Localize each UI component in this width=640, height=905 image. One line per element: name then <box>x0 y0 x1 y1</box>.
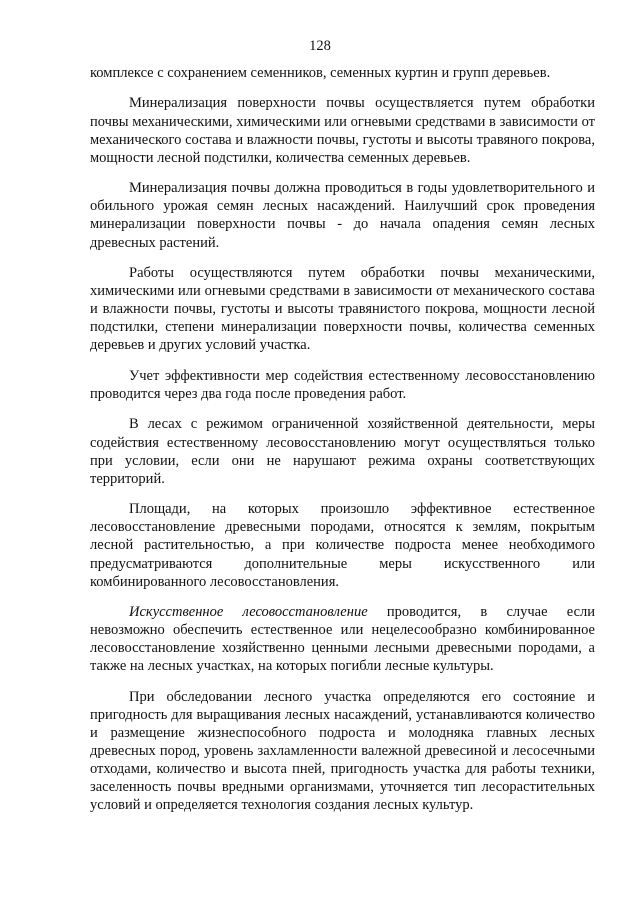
paragraph-restricted-forests: В лесах с режимом ограниченной хозяйственной деятельности, меры содействия естественному лесовосстановлению могут осуществляться только при условии, если они не нарушают режима охраны соответствующих территорий. <box>90 416 595 487</box>
document-body <box>90 64 595 827</box>
paragraph-site-survey: При обследовании лесного участка определяются его состояние и пригодность для выращивания лесных насаждений, устанавливаются количество и размещение жизнеспособного подроста и молодняка главных лесных древесных пород, уровень захламленности валежной древесиной и лесосечными отходами, количество и высота пней, пригодность участка для работы техники, заселенность почвы вредными организмами, уточняется тип лесорастительных условий и определяется технология создания лесных культур. <box>90 688 595 814</box>
paragraph-continuation: комплексе с сохранением семенников, семенных куртин и групп деревьев. <box>90 65 551 81</box>
paragraph-artificial-regeneration <box>90 603 595 675</box>
page-number: 128 <box>309 38 331 54</box>
paragraph-works-methods: Работы осуществляются путем обработки почвы механическими, химическими или огневыми средствами в зависимости от механического состава и влажности почвы, густоты и высоты травянистого покрова, мощности лесной подстилки, степени минерализации поверхности почвы, количества семенных деревьев и других условий участка. <box>90 265 595 354</box>
paragraph-efficiency-accounting: Учет эффективности мер содействия естественному лесовосстановлению проводится через два года после проведения работ. <box>90 367 595 402</box>
paragraph-mineralization-timing: Минерализация почвы должна проводиться в годы удовлетворительного и обильного урожая семян лесных насаждений. Наилучший срок проведения минерализации поверхности почвы - до начала опадения семян лесных древесных растений. <box>90 180 595 251</box>
italic-term: Искусственное лесовосстановление <box>129 604 368 621</box>
paragraph-mineralization-methods: Минерализация поверхности почвы осуществляется путем обработки почвы механическими, химическими или огневыми средствами в зависимости от механического состава и влажности почвы, густоты и высоты травяного покрова, мощности лесной подстилки, количества семенных деревьев. <box>90 95 595 166</box>
paragraph-natural-regeneration-areas: Площади, на которых произошло эффективное естественное лесовосстановление древесными породами, относятся к землям, покрытым лесной растительностью, а при количестве подроста менее необходимого предусматриваются дополнительные меры искусственного или комбинированного лесовосстановления. <box>90 501 595 590</box>
paragraph-artificial-regeneration-text: проводится, в случае если невозможно обеспечить естественное или нецелесообразно комбинированное лесовосстановление хозяйственно ценными лесными древесными породами, а также на лесных участках, на которых погибли лесные культуры. <box>90 604 595 675</box>
